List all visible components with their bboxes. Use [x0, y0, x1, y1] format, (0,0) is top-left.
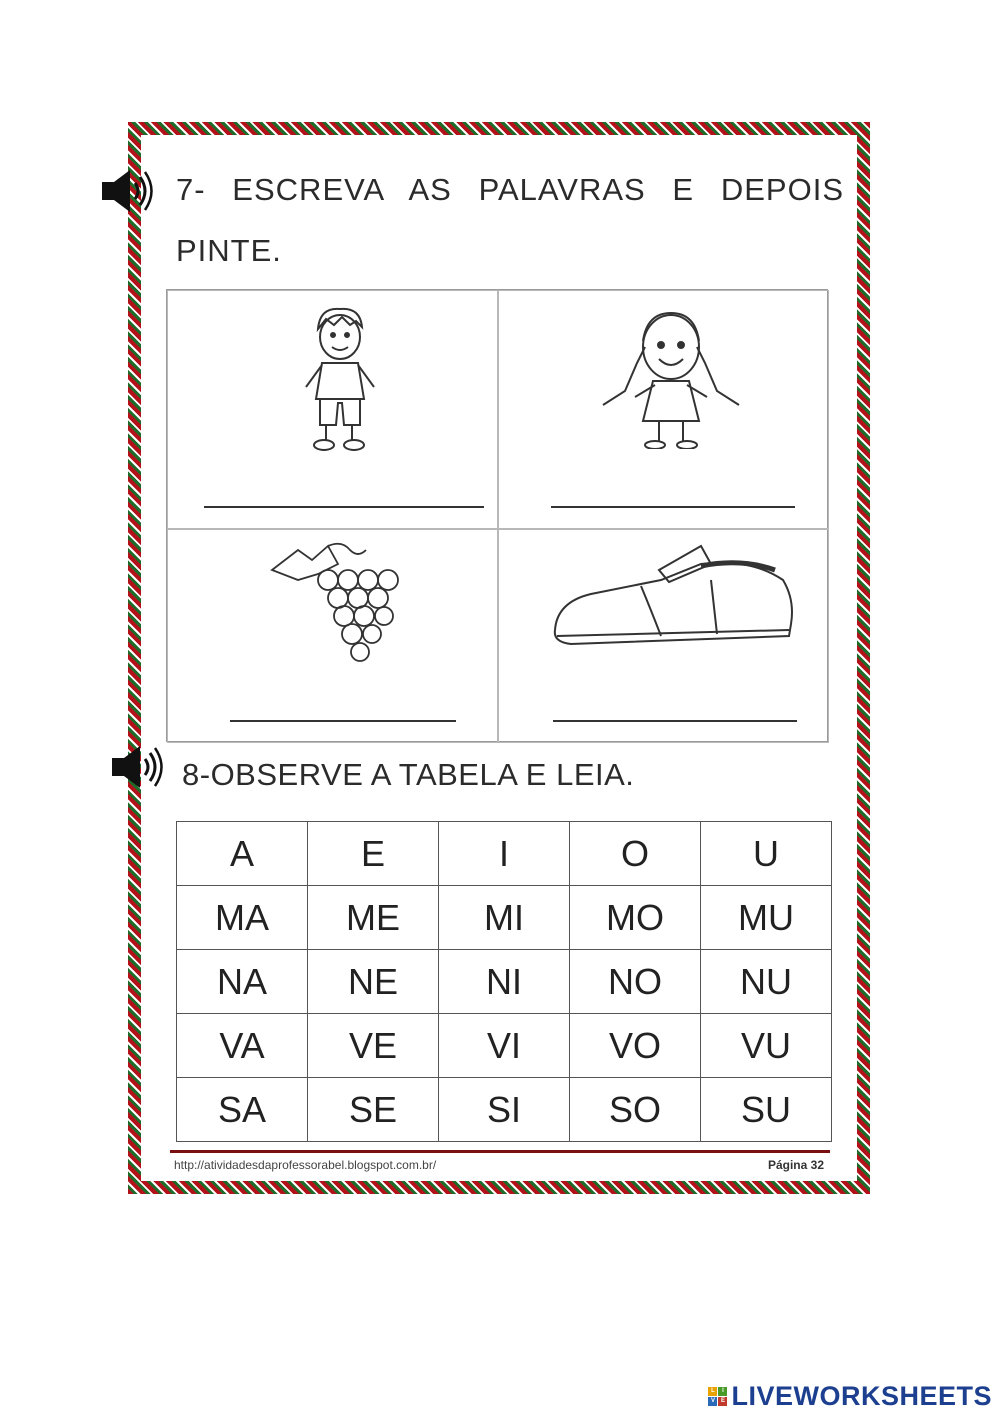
picture-cell-girl [498, 290, 829, 529]
table-row [177, 1014, 832, 1078]
table-cell: NO [570, 950, 701, 1014]
table-cell: MU [701, 886, 832, 950]
table-row [177, 1078, 832, 1142]
table-cell: NU [701, 950, 832, 1014]
table-cell: VO [570, 1014, 701, 1078]
table-cell: SI [439, 1078, 570, 1142]
picture-cell-shoe [498, 529, 829, 743]
table-cell: VA [177, 1014, 308, 1078]
question-8-title: 8-OBSERVE A TABELA E LEIA. [182, 757, 635, 792]
picture-cell-grapes [167, 529, 498, 743]
table-row [177, 950, 832, 1014]
table-cell: VE [308, 1014, 439, 1078]
boy-drawing-icon [296, 303, 382, 455]
table-cell: SO [570, 1078, 701, 1142]
liveworksheets-logo-icon: L I V E [708, 1387, 727, 1406]
shoe-drawing-icon [551, 540, 797, 650]
answer-line-girl[interactable] [551, 506, 795, 508]
table-cell: SU [701, 1078, 832, 1142]
syllable-table [176, 821, 832, 1142]
table-cell: NE [308, 950, 439, 1014]
table-row [177, 886, 832, 950]
table-cell: I [439, 822, 570, 886]
table-cell: MI [439, 886, 570, 950]
table-cell: A [177, 822, 308, 886]
answer-line-grapes[interactable] [230, 720, 456, 722]
table-cell: ME [308, 886, 439, 950]
table-cell: NI [439, 950, 570, 1014]
question-7-title: 7- ESCREVA AS PALAVRAS E DEPOIS [176, 172, 844, 207]
grapes-drawing-icon [268, 540, 418, 666]
footer-url: http://atividadesdaprofessorabel.blogspot.com.br/ [174, 1158, 437, 1172]
table-cell: VI [439, 1014, 570, 1078]
speaker-icon-q7[interactable] [100, 168, 154, 214]
table-row [177, 822, 832, 886]
girl-drawing-icon [575, 301, 767, 449]
answer-line-boy[interactable] [204, 506, 484, 508]
footer-divider [170, 1150, 830, 1153]
table-cell: SA [177, 1078, 308, 1142]
table-cell: MA [177, 886, 308, 950]
question-7-title-continuation: PINTE. [176, 233, 282, 268]
liveworksheets-brand [708, 1381, 992, 1412]
table-cell: MO [570, 886, 701, 950]
table-cell: U [701, 822, 832, 886]
page-number: Página 32 [767, 1158, 824, 1172]
answer-line-shoe[interactable] [553, 720, 797, 722]
brand-name: LIVEWORKSHEETS [731, 1381, 992, 1411]
table-cell: SE [308, 1078, 439, 1142]
table-cell: NA [177, 950, 308, 1014]
table-cell: O [570, 822, 701, 886]
table-cell: VU [701, 1014, 832, 1078]
speaker-icon-q8[interactable] [110, 744, 164, 790]
table-cell: E [308, 822, 439, 886]
picture-cell-boy [167, 290, 498, 529]
picture-grid [166, 289, 828, 742]
